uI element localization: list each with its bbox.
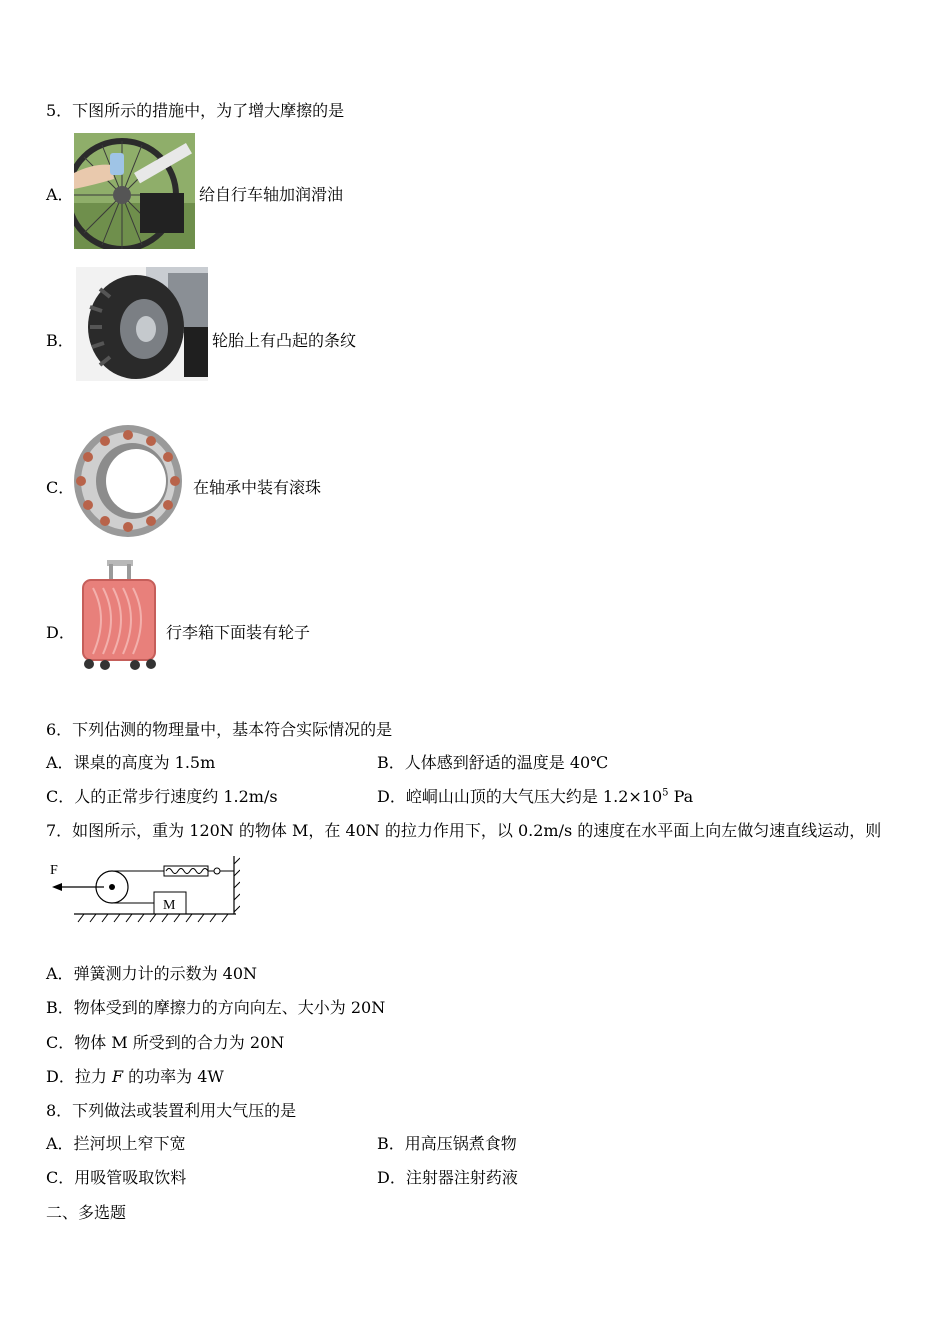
section-heading: 二、多选题	[46, 1203, 127, 1222]
option-text: 物体 M 所受到的合力为 20N	[74, 1033, 285, 1052]
option-letter: D．	[377, 1168, 406, 1187]
option-letter: C．	[46, 1033, 75, 1052]
q8-option-b	[377, 1134, 517, 1154]
option-text: 拦河坝上窄下宽	[73, 1134, 186, 1153]
option-text: 人的正常步行速度约 1.2m/s	[74, 787, 278, 806]
q5-option-a-text: 给自行车轴加润滑油	[199, 185, 344, 204]
q7-stem: 7．如图所示，重为 120N 的物体 M，在 40N 的拉力作用下，以 0.2m/s 的速度在水平面上向左做匀速直线运动，则	[46, 821, 882, 840]
option-letter: A．	[46, 753, 74, 772]
option-letter: D．	[377, 787, 406, 806]
bicycle-oiling-photo	[74, 133, 195, 249]
option-letter: B．	[377, 753, 405, 772]
option-text: 物体受到的摩擦力的方向向左、大小为 20N	[73, 998, 386, 1017]
option-letter: B．	[377, 1134, 405, 1153]
option-letter: C．	[46, 1168, 75, 1187]
q5-option-c-text: 在轴承中装有滚珠	[193, 478, 322, 497]
option-text-rest: 的功率为 4W	[123, 1067, 224, 1086]
q6-option-b	[377, 753, 608, 773]
tractor-tire-photo	[76, 267, 208, 381]
q7-option-a	[46, 964, 257, 984]
option-letter: A．	[46, 964, 74, 983]
option-letter: C．	[46, 787, 75, 806]
q8-option-a	[46, 1134, 186, 1154]
q7-option-d	[46, 1067, 224, 1087]
suitcase-photo	[79, 558, 159, 672]
q8-stem: 8．下列做法或装置利用大气压的是	[46, 1101, 297, 1120]
q6-stem: 6．下列估测的物理量中，基本符合实际情况的是	[46, 720, 393, 739]
option-letter: B．	[46, 998, 74, 1017]
q6-option-a	[46, 753, 215, 773]
option-text: 拉力	[74, 1067, 112, 1086]
q8-option-c	[46, 1168, 186, 1188]
q5-option-c-letter: C．	[46, 478, 75, 497]
q6-option-c	[46, 787, 278, 807]
force-symbol: F	[111, 1067, 124, 1086]
q6-option-d	[377, 787, 693, 807]
q5-option-b-letter: B．	[46, 331, 74, 350]
option-text-unit: Pa	[668, 787, 694, 806]
option-text: 课桌的高度为 1.5m	[73, 753, 216, 772]
q5-option-a-letter: A．	[46, 185, 74, 204]
q7-option-b	[46, 998, 385, 1018]
q7-option-c	[46, 1033, 284, 1053]
exponent: 5	[662, 787, 669, 799]
q5-option-b-text: 轮胎上有凸起的条纹	[212, 331, 357, 350]
option-text: 崆峒山山顶的大气压大约是 1.2×10	[405, 787, 663, 806]
option-letter: D．	[46, 1067, 75, 1086]
option-text: 用高压锅煮食物	[404, 1134, 517, 1153]
option-text: 用吸管吸取饮料	[74, 1168, 187, 1187]
block-label: M	[163, 898, 176, 913]
option-text: 注射器注射药液	[405, 1168, 518, 1187]
option-letter: A．	[46, 1134, 74, 1153]
option-text: 人体感到舒适的温度是 40℃	[404, 753, 609, 772]
pulley-spring-scale-diagram	[44, 852, 240, 928]
force-label: F	[50, 863, 58, 878]
ball-bearing-photo	[72, 424, 184, 538]
option-text: 弹簧测力计的示数为 40N	[73, 964, 258, 983]
q8-option-d	[377, 1168, 518, 1188]
q5-stem: 5．下图所示的措施中，为了增大摩擦的是	[46, 101, 345, 120]
q5-option-d-letter: D．	[46, 623, 75, 642]
q5-option-d-text: 行李箱下面装有轮子	[166, 623, 311, 642]
